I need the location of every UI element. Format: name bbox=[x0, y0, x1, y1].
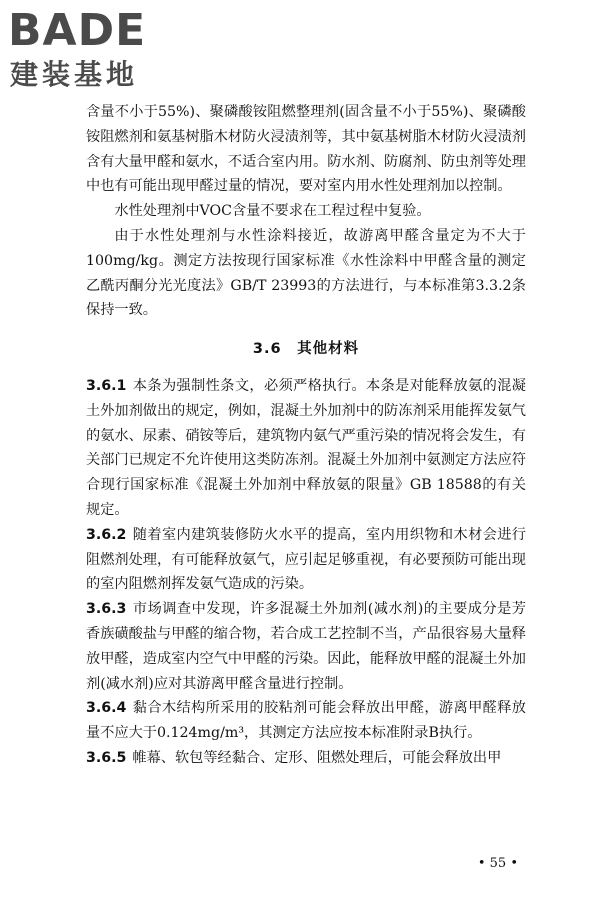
clause-number: 3.6.2 bbox=[86, 526, 127, 543]
clause-text: 随着室内建筑装修防火水平的提高，室内用织物和木材会进行阻燃剂处理，有可能释放氨气，应引起足够重视，有必要预防可能出现的室内阻燃剂挥发氨气造成的污染。 bbox=[86, 526, 526, 593]
clause-number: 3.6.4 bbox=[86, 700, 127, 717]
logo-subtitle: 建装基地 bbox=[10, 58, 139, 91]
section-heading: 3.6 其他材料 bbox=[252, 341, 360, 358]
clause-number: 3.6.1 bbox=[86, 377, 127, 394]
clause-3-6-5 bbox=[86, 746, 526, 771]
clause-text: 本条为强制性条文，必须严格执行。本条是对能释放氨的混凝土外加剂做出的规定，例如，混凝土外加剂中的防冻剂采用能挥发氨气的氨水、尿素、硝铵等后，建筑物内氨气严重污染的情况将会发生，有关部门已规定不允许使用这类防冻剂。混凝土外加剂中氨测定方法应符合现行国家标准《混凝土外加剂中释放氨的限量》GB 18588的有关规定。 bbox=[86, 377, 526, 518]
clause-3-6-3 bbox=[86, 597, 526, 696]
clause-text: 黏合木结构所采用的胶粘剂可能会释放出甲醛，游离甲醛释放量不应大于0.124mg/m³，其测定方法应按本标准附录B执行。 bbox=[86, 700, 526, 742]
clause-3-6-4 bbox=[86, 696, 526, 746]
paragraph-continued: 含量不小于55%)、聚磷酸铵阻燃整理剂(固含量不小于55%)、聚磷酸铵阻燃剂和氨基树脂木材防火浸渍剂等，其中氨基树脂木材防火浸渍剂含有大量甲醛和氨水，不适合室内用。防水剂、防腐剂、防虫剂等处理中也有可能出现甲醛过量的情况，要对室内用水性处理剂加以控制。 bbox=[86, 104, 526, 195]
clause-3-6-1 bbox=[86, 374, 526, 523]
clause-number: 3.6.5 bbox=[86, 749, 127, 766]
clause-3-6-2 bbox=[86, 523, 526, 597]
clause-text: 帷幕、软包等经黏合、定形、阻燃处理后，可能会释放出甲 bbox=[132, 749, 502, 766]
page-body bbox=[86, 100, 541, 771]
logo-wordmark: BADE bbox=[8, 5, 147, 56]
bade-logo bbox=[8, 6, 188, 98]
clause-number: 3.6.3 bbox=[86, 601, 127, 618]
paragraph-voc: 水性处理剂中VOC含量不要求在工程过程中复验。 bbox=[114, 203, 431, 220]
clause-text: 市场调查中发现，许多混凝土外加剂(减水剂)的主要成分是芳香族磺酸盐与甲醛的缩合物，若合成工艺控制不当，产品很容易大量释放甲醛，造成室内空气中甲醛的污染。因此，能释放甲醛的混凝土外加剂(减水剂)应对其游离甲醛含量进行控制。 bbox=[86, 601, 526, 692]
paragraph-formaldehyde-limit: 由于水性处理剂与水性涂料接近，故游离甲醛含量定为不大于100mg/kg。测定方法按现行国家标准《水性涂料中甲醛含量的测定 乙酰丙酮分光光度法》GB/T 23993的方法进行，与本标准第3.3.2条保持一致。 bbox=[86, 227, 541, 319]
page-number: • 55 • bbox=[477, 856, 518, 871]
